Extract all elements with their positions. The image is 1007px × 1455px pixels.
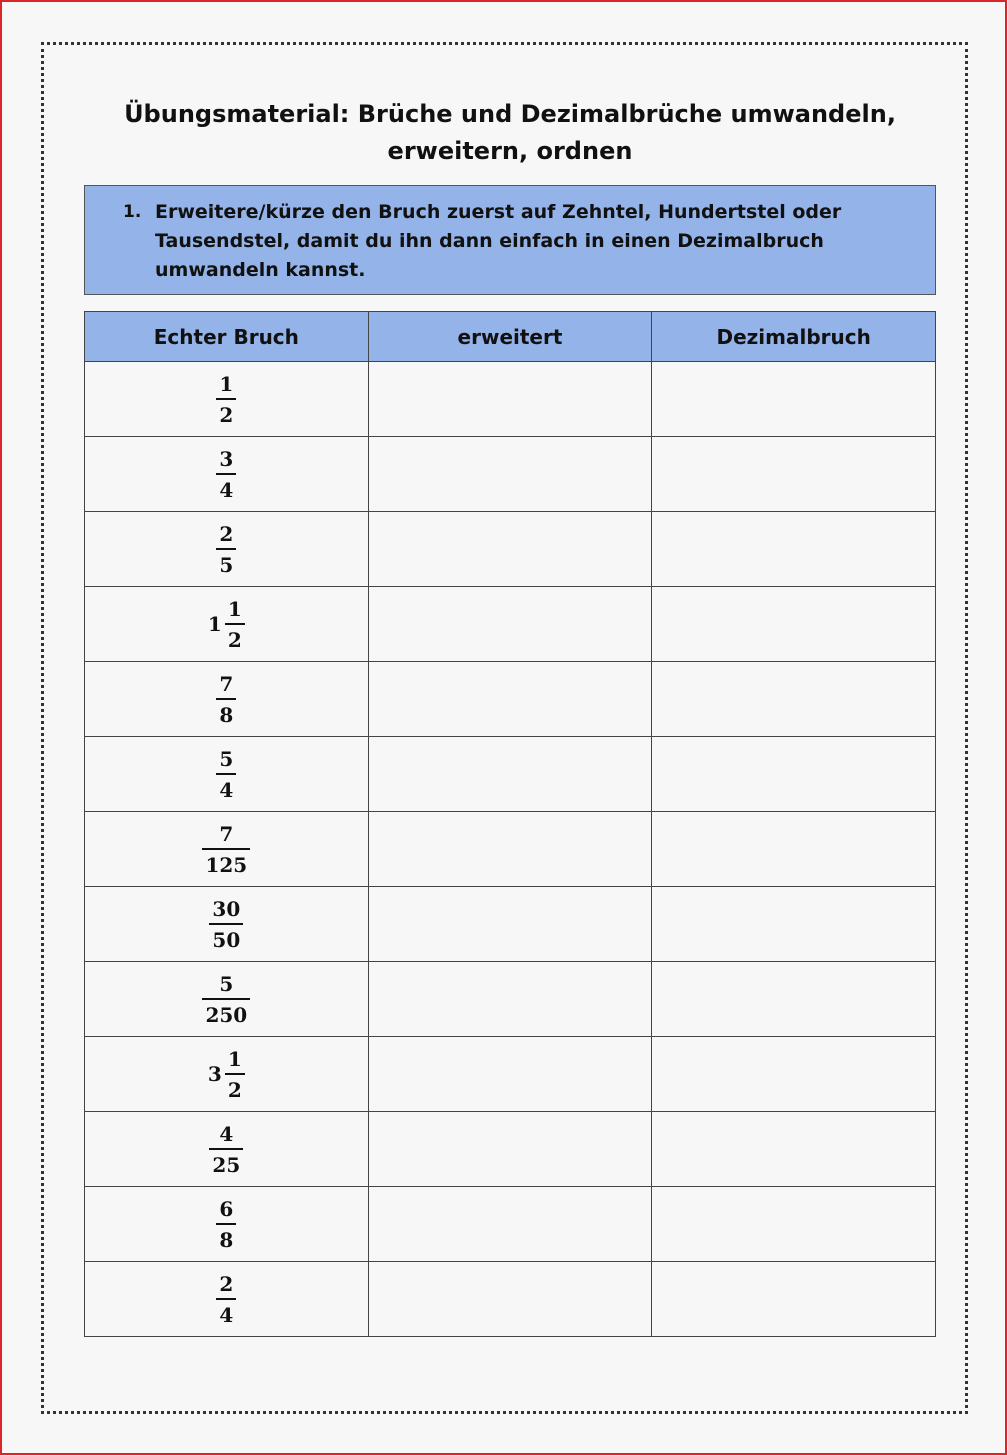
decimal-answer-cell[interactable] [652,1037,936,1112]
fraction-stack [216,1272,236,1327]
fraction-stack [216,1197,236,1252]
fraction-stack [216,672,236,727]
expanded-answer-cell[interactable] [368,737,652,812]
table-row [85,1112,936,1187]
fraction-numerator: 1 [227,596,242,621]
fraction-numerator: 4 [219,1121,234,1146]
fraction-stack [209,897,243,952]
table-row [85,662,936,737]
task-number: 1. [123,202,142,222]
expanded-answer-cell[interactable] [368,662,652,737]
table-row [85,1037,936,1112]
page-title: Übungsmaterial: Brüche und Dezimalbrüche umwandeln, erweitern, ordnen [124,100,896,165]
fraction [202,972,250,1027]
table-row [85,512,936,587]
fraction-denominator: 250 [202,998,250,1027]
decimal-answer-cell[interactable] [652,962,936,1037]
table-row [85,362,936,437]
fraction-numerator: 1 [219,371,234,396]
decimal-answer-cell[interactable] [652,1262,936,1337]
table-row [85,587,936,662]
table-row [85,887,936,962]
fraction-cell [85,437,369,512]
fraction-cell [85,362,369,437]
fraction-denominator: 2 [216,398,236,427]
expanded-answer-cell[interactable] [368,362,652,437]
fraction-denominator: 4 [216,773,236,802]
fraction [216,747,236,802]
expanded-answer-cell[interactable] [368,812,652,887]
fraction-stack [225,1047,245,1102]
fraction-cell [85,587,369,662]
fraction-stack [216,447,236,502]
fraction-table [84,311,936,1337]
fraction-cell [85,512,369,587]
table-row [85,437,936,512]
fraction-cell [85,737,369,812]
table-row [85,737,936,812]
fraction [208,1047,245,1102]
fraction-denominator: 25 [209,1148,243,1177]
fraction-denominator: 2 [225,623,245,652]
expanded-answer-cell[interactable] [368,962,652,1037]
fraction [202,822,250,877]
fraction [216,672,236,727]
fraction-stack [216,522,236,577]
fraction-whole: 3 [207,1062,222,1086]
expanded-answer-cell[interactable] [368,1037,652,1112]
fraction-stack [216,372,236,427]
header-dezimalbruch: Dezimalbruch [652,312,936,362]
table-row [85,962,936,1037]
expanded-answer-cell[interactable] [368,1112,652,1187]
fraction-cell [85,1187,369,1262]
fraction-cell [85,1037,369,1112]
fraction-numerator: 3 [219,446,234,471]
decimal-answer-cell[interactable] [652,587,936,662]
table-header-row [85,312,936,362]
decimal-answer-cell[interactable] [652,812,936,887]
expanded-answer-cell[interactable] [368,512,652,587]
task-instruction-box [84,185,936,295]
decimal-answer-cell[interactable] [652,662,936,737]
table-row [85,1187,936,1262]
fraction-cell [85,887,369,962]
fraction-numerator: 7 [219,671,234,696]
expanded-answer-cell[interactable] [368,1187,652,1262]
fraction-numerator: 5 [219,746,234,771]
decimal-answer-cell[interactable] [652,437,936,512]
fraction-numerator: 6 [219,1196,234,1221]
fraction-stack [202,822,250,877]
decimal-answer-cell[interactable] [652,737,936,812]
table-body [85,362,936,1337]
fraction-cell [85,1112,369,1187]
fraction [209,1122,243,1177]
decimal-answer-cell[interactable] [652,512,936,587]
fraction-numerator: 5 [219,971,234,996]
decimal-answer-cell[interactable] [652,887,936,962]
fraction-numerator: 7 [219,821,234,846]
header-erweitert: erweitert [368,312,652,362]
expanded-answer-cell[interactable] [368,887,652,962]
fraction-cell [85,812,369,887]
expanded-answer-cell[interactable] [368,1262,652,1337]
decimal-answer-cell[interactable] [652,1187,936,1262]
fraction-denominator: 5 [216,548,236,577]
fraction [216,447,236,502]
task-text: Erweitere/kürze den Bruch zuerst auf Zehntel, Hundertstel oder Tausendstel, damit du ihn dann einfach in einen Dezimalbruch umwandeln kannst. [155,201,842,281]
fraction-cell [85,1262,369,1337]
fraction [209,897,243,952]
fraction [216,1272,236,1327]
expanded-answer-cell[interactable] [368,587,652,662]
expanded-answer-cell[interactable] [368,437,652,512]
fraction-stack [209,1122,243,1177]
fraction-numerator: 30 [212,896,241,921]
fraction-numerator: 1 [227,1046,242,1071]
header-echter-bruch: Echter Bruch [85,312,369,362]
fraction-stack [202,972,250,1027]
fraction-numerator: 2 [219,1271,234,1296]
fraction-denominator: 125 [202,848,250,877]
fraction-numerator: 2 [219,521,234,546]
table-row [85,1262,936,1337]
fraction-whole: 1 [207,612,222,636]
fraction [208,597,245,652]
fraction-denominator: 8 [216,1223,236,1252]
fraction-denominator: 2 [225,1073,245,1102]
fraction-denominator: 8 [216,698,236,727]
fraction-denominator: 50 [209,923,243,952]
fraction-stack [225,597,245,652]
decimal-answer-cell[interactable] [652,1112,936,1187]
fraction-cell [85,662,369,737]
fraction [216,1197,236,1252]
fraction [216,372,236,427]
fraction-denominator: 4 [216,1298,236,1327]
table-row [85,812,936,887]
decimal-answer-cell[interactable] [652,362,936,437]
fraction-denominator: 4 [216,473,236,502]
fraction-cell [85,962,369,1037]
fraction [216,522,236,577]
fraction-stack [216,747,236,802]
